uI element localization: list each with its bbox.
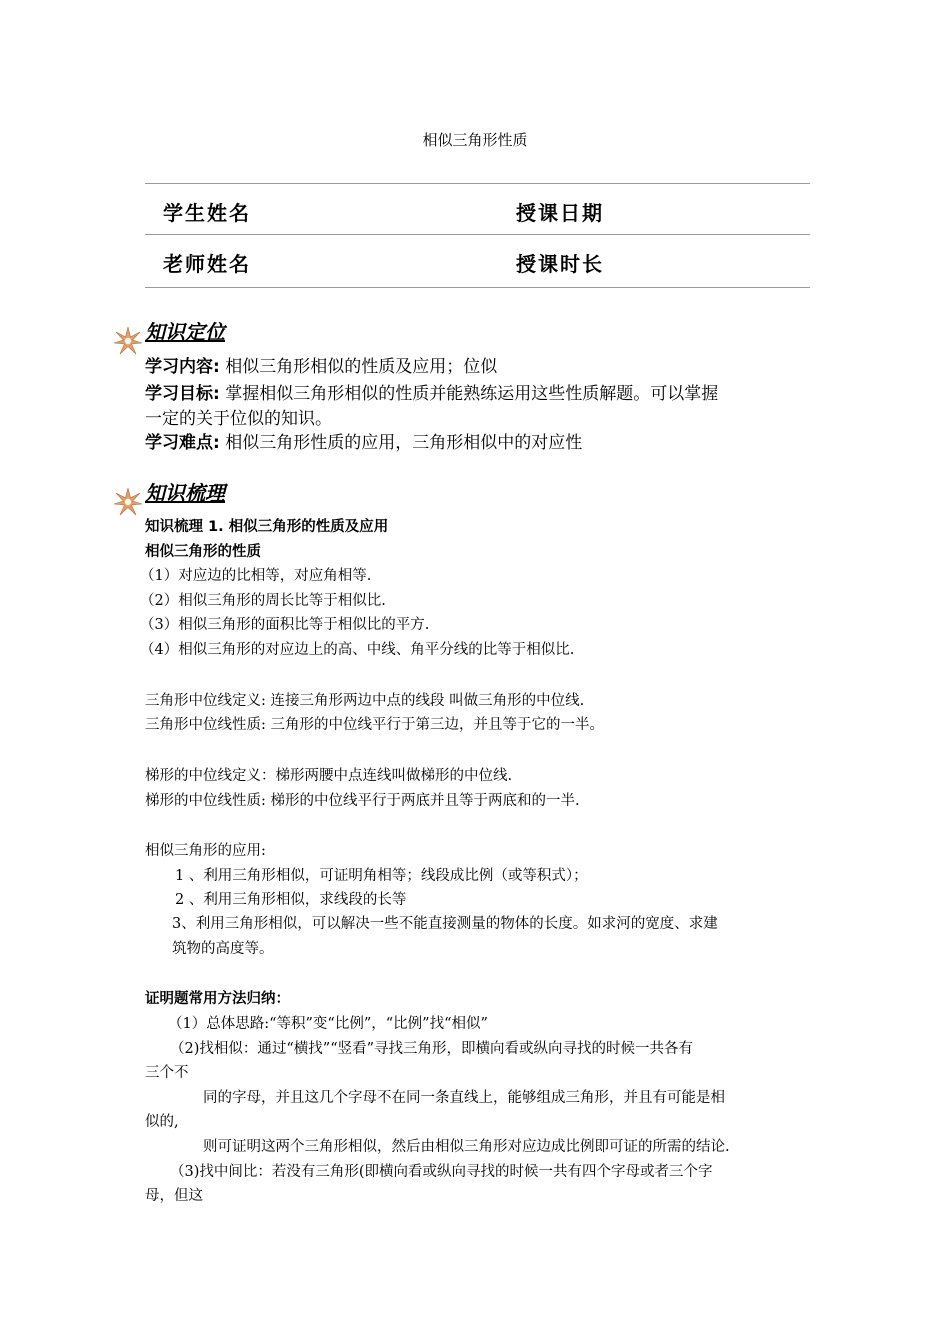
method-line: （2)找相似：通过“横找”“竖看”寻找三角形，即横向看或纵向寻找的时候一共各有 [170,1041,694,1057]
properties-title: 相似三角形的性质 [145,544,261,560]
midline-property: 三角形中位线性质: 三角形的中位线平行于第三边，并且等于它的一半。 [145,717,604,733]
learning-goal-text-line1: 掌握相似三角形相似的性质并能熟练运用这些性质解题。可以掌握 [219,384,719,404]
lesson-duration-label: 授课时长 [516,252,604,276]
method-line: 同的字母，并且这几个字母不在同一条直线上，能够组成三角形，并且有可能是相 [203,1090,725,1106]
method-line: 似的, [145,1114,179,1130]
applications-title: 相似三角形的应用: [145,843,266,859]
sparkle-icon [113,326,143,356]
learning-goal-label: 学习目标: [145,384,220,404]
student-name-label: 学生姓名 [163,201,251,225]
learning-difficulty-label: 学习难点: [145,433,220,453]
learning-content-text: 相似三角形相似的性质及应用；位似 [219,357,498,377]
table-bottom-rule [145,287,810,288]
application-item: 3、利用三角形相似，可以解决一些不能直接测量的物体的长度。如求河的宽度、求建 [172,916,718,932]
sparkle-icon [113,487,143,517]
learning-goal-text-line2: 一定的关于位似的知识。 [145,409,332,429]
subheading: 知识梳理 1. 相似三角形的性质及应用 [145,519,389,535]
learning-difficulty-text: 相似三角形性质的应用，三角形相似中的对应性 [219,433,583,453]
page-title: 相似三角形性质 [422,131,528,149]
method-line: （3)找中间比：若没有三角形(即横向看或纵向寻找的时候一共有四个字母或者三个字 [170,1164,713,1180]
trapezoid-midline-definition: 梯形的中位线定义：梯形两腰中点连线叫做梯形的中位线. [145,768,513,784]
lesson-date-label: 授课日期 [516,201,604,225]
method-line: （1）总体思路:“等积”变“比例”，“比例”找“相似” [168,1016,488,1032]
methods-title: 证明题常用方法归纳： [145,991,290,1007]
section-heading-knowledge-review: 知识梳理 [145,481,225,505]
method-line: 母，但这 [145,1188,203,1204]
table-middle-rule [145,234,810,235]
learning-content [145,352,497,377]
method-line: 则可证明这两个三角形相似，然后由相似三角形对应边成比例即可证的所需的结论. [203,1139,730,1155]
learning-content-label: 学习内容: [145,357,220,377]
method-line: 三个不 [145,1065,189,1081]
table-top-rule [145,183,810,184]
application-item: 2 、利用三角形相似，求线段的长等 [175,892,407,908]
learning-goal [145,379,718,404]
property-item: （4）相似三角形的对应边上的高、中线、角平分线的比等于相似比. [140,642,575,658]
property-item: （3）相似三角形的面积比等于相似比的平方. [140,617,430,633]
application-item: 1 、利用三角形相似，可证明角相等；线段成比例（或等积式）； [175,868,588,884]
section-heading-knowledge-positioning: 知识定位 [145,320,225,344]
application-item: 筑物的高度等。 [172,941,274,957]
trapezoid-midline-property: 梯形的中位线性质: 梯形的中位线平行于两底并且等于两底和的一半. [145,793,580,809]
property-item: （2）相似三角形的周长比等于相似比. [140,593,386,609]
property-item: （1）对应边的比相等，对应角相等. [140,568,372,584]
midline-definition: 三角形中位线定义: 连接三角形两边中点的线段 叫做三角形的中位线. [145,693,585,709]
teacher-name-label: 老师姓名 [163,252,251,276]
learning-difficulty [145,428,582,453]
